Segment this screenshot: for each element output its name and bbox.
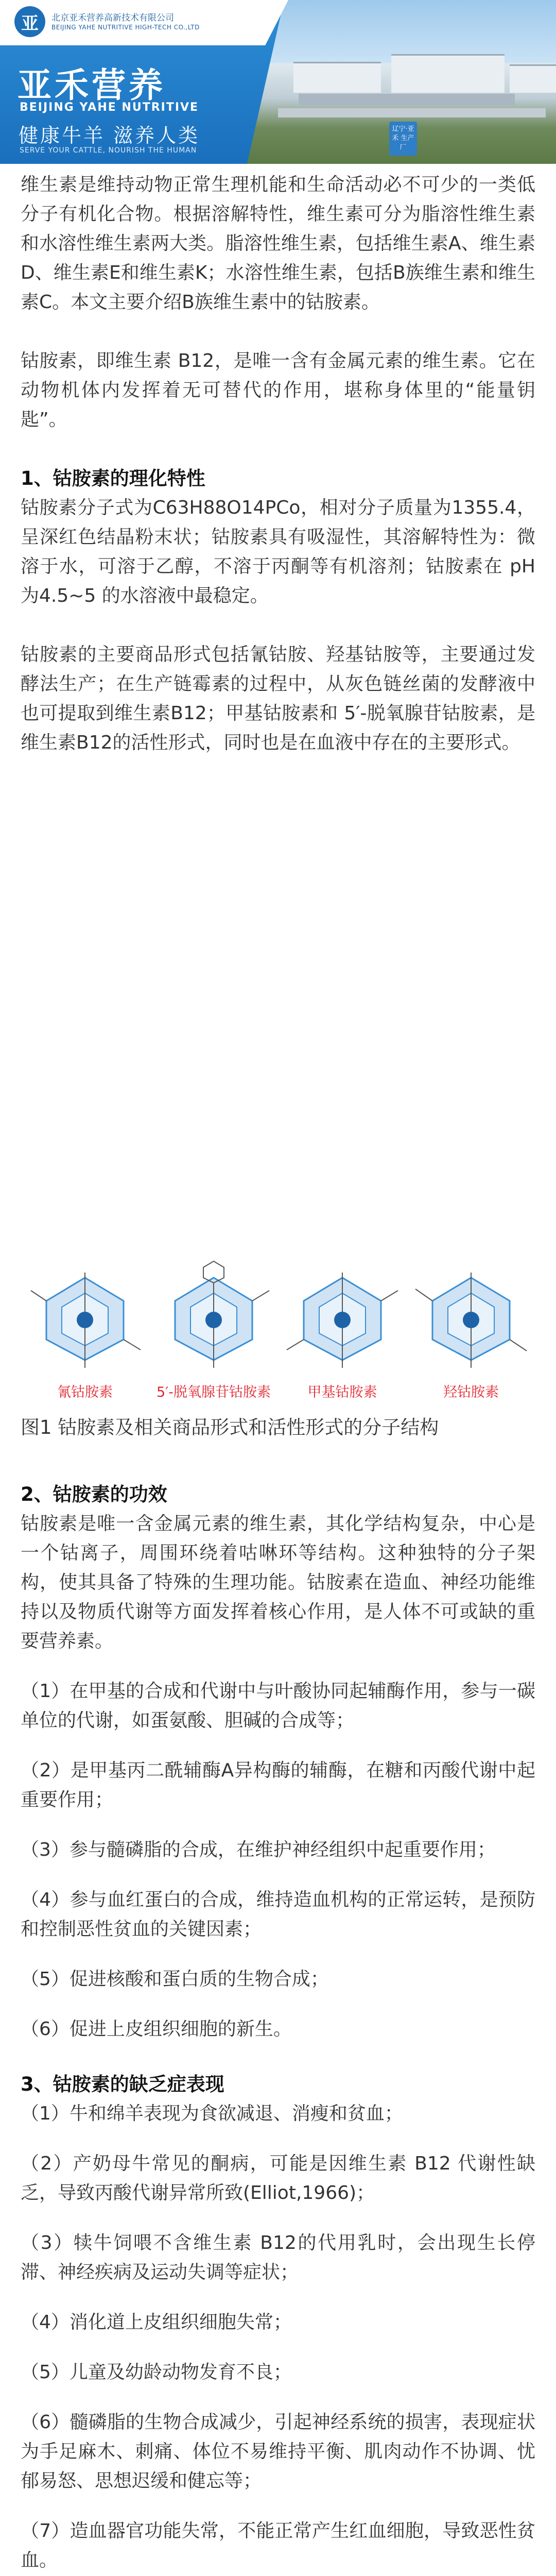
molecule-label: 甲基钴胺素 <box>307 1384 377 1400</box>
list-item: （1）牛和绵羊表现为食欲减退、消瘦和贫血； <box>21 2103 403 2124</box>
molecule-diagram <box>152 1257 275 1376</box>
molecule-label: 羟钴胺素 <box>443 1384 499 1400</box>
molecule-diagram <box>409 1257 533 1376</box>
list-item: （3）犊牛饲喂不含维生素 B12的代用乳时，会出现生长停滞、神经疾病及运动失调等症状； <box>21 2232 535 2283</box>
section-heading: 1、钴胺素的理化特性 <box>21 467 205 489</box>
factory-roof <box>278 108 546 117</box>
molecule-label: 氰钴胺素 <box>57 1384 113 1400</box>
list-item: （6）促进上皮组织细胞的新生。 <box>21 2019 292 2040</box>
article-intro <box>21 170 535 757</box>
section-heading: 2、钴胺素的功效 <box>21 1483 167 1505</box>
molecule-structure <box>152 1257 275 1376</box>
company-logo: 亚 <box>14 6 45 37</box>
list-item: （4）参与血红蛋白的合成，维持造血机构的正常运转，是预防和控制恶性贫血的关键因素； <box>21 1889 535 1940</box>
section-paragraph: 钴胺素分子式为C63H88O14PCo，相对分子质量为1355.4，呈深红色结晶粉末状；钴胺素具有吸湿性，其溶解特性为：微溶于水，可溶于乙醇，不溶于丙酮等有机溶剂；钴胺素在 pH 为4.5~5 的水溶液中最稳定。 <box>21 497 535 606</box>
company-name: 北京亚禾营养高新技术有限公司 <box>51 13 174 23</box>
brand-title: 亚禾营养 <box>18 65 166 105</box>
molecule-structure <box>281 1257 404 1376</box>
brand-slogan-en: SERVE YOUR CATTLE, NOURISH THE HUMAN <box>20 146 197 155</box>
header-banner <box>0 0 556 164</box>
section-paragraph: 钴胺素是唯一含金属元素的维生素，其化学结构复杂，中心是一个钴离子，周围环绕着咕啉环等结构。这种独特的分子架构，使其具备了特殊的生理功能。钴胺素在造血、神经功能维持以及物质代谢等方面发挥着核心作用，是人体不可或缺的重要营养素。 <box>21 1513 535 1652</box>
article-body <box>21 1480 535 2576</box>
molecule-structure <box>409 1257 533 1376</box>
intro-paragraph: 钴胺素，即维生素 B12，是唯一含有金属元素的维生素。它在动物机体内发挥着无可替代的作用，堪称身体里的“能量钥匙”。 <box>21 350 535 430</box>
company-name-en: BEIJING YAHE NUTRITIVE HIGH-TECH CO.,LTD <box>51 24 200 31</box>
list-item: （2）产奶母牛常见的酮病，可能是因维生素 B12 代谢性缺乏，导致丙酸代谢异常所致(Elliot,1966)； <box>21 2153 535 2204</box>
brand-slogan: 健康牛羊 滋养人类 <box>19 124 200 147</box>
factory-building <box>391 54 505 93</box>
molecule-figure <box>21 1257 535 1443</box>
list-item: （4）消化道上皮组织细胞失常； <box>21 2312 292 2333</box>
list-item: （5）促进核酸和蛋白质的生物合成； <box>21 1969 329 1990</box>
list-item: （2）是甲基丙二酰辅酶A异构酶的辅酶，在糖和丙酸代谢中起重要作用； <box>21 1760 535 1810</box>
list-item: （6）髓磷脂的生物合成减少，引起神经系统的损害，表现症状为手足麻木、刺痛、体位不易维持平衡、肌肉动作不协调、忧郁易怒、思想迟缓和健忘等； <box>21 2412 535 2492</box>
molecule-diagram <box>281 1257 404 1376</box>
list-item: （3）参与髓磷脂的合成，在维护神经组织中起重要作用； <box>21 1839 496 1860</box>
section-heading: 3、钴胺素的缺乏症表现 <box>21 2073 224 2095</box>
molecule-label: 5′-脱氧腺苷钴胺素 <box>156 1384 271 1400</box>
factory-building <box>293 62 381 93</box>
factory-badge: 辽宁·亚禾 生产厂 <box>389 122 417 156</box>
list-item: （7）造血器官功能失常，不能正常产生红血细胞，导致恶性贫血。 <box>21 2520 535 2571</box>
molecule-diagram <box>23 1257 147 1376</box>
intro-paragraph: 维生素是维持动物正常生理机能和生命活动必不可少的一类低分子有机化合物。根据溶解特性，维生素可分为脂溶性维生素和水溶性维生素两大类。脂溶性维生素，包括维生素A、维生素D、维生素E和维生素K；水溶性维生素，包括B族维生素和维生素C。本文主要介绍B族维生素中的钴胺素。 <box>21 174 535 313</box>
brand-title-en: BEIJING YAHE NUTRITIVE <box>20 101 199 114</box>
list-item: （1）在甲基的合成和代谢中与叶酸协同起辅酶作用，参与一碳单位的代谢，如蛋氨酸、胆碱的合成等； <box>21 1681 535 1731</box>
figure-caption: 图1 钴胺素及相关商品形式和活性形式的分子结构 <box>21 1416 439 1438</box>
molecule-structure <box>23 1257 147 1376</box>
section-paragraph: 钴胺素的主要商品形式包括氰钴胺、羟基钴胺等，主要通过发酵法生产；在生产链霉素的过程中，从灰色链丝菌的发酵液中也可提取到维生素B12；甲基钴胺素和 5′-脱氧腺苷钴胺素，是维生素B12的活性形式，同时也是在血液中存在的主要形式。 <box>21 644 535 753</box>
factory-building <box>510 64 556 93</box>
list-item: （5）儿童及幼龄动物发育不良； <box>21 2362 292 2383</box>
factory-roof <box>299 94 515 105</box>
